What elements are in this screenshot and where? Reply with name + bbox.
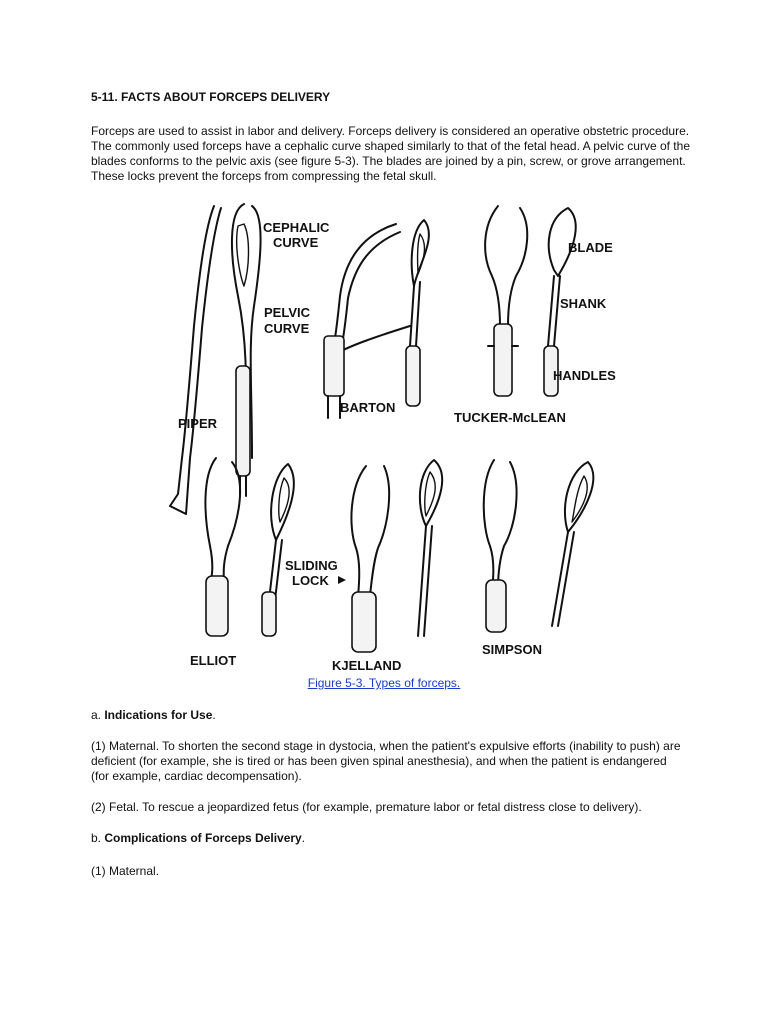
figure-caption-link[interactable]: Figure 5-3. Types of forceps. xyxy=(307,676,461,690)
kjelland-forceps-drawing xyxy=(351,460,442,652)
label-kjelland: KJELLAND xyxy=(332,658,402,673)
elliot-forceps-drawing xyxy=(205,458,293,636)
label-cephalic-2: CURVE xyxy=(273,235,319,250)
label-cephalic-1: CEPHALIC xyxy=(263,220,330,235)
simpson-forceps-drawing xyxy=(484,460,594,632)
label-handles: HANDLES xyxy=(553,368,616,383)
label-sliding: SLIDING xyxy=(285,558,338,573)
barton-forceps-drawing xyxy=(324,220,429,418)
label-simpson: SIMPSON xyxy=(482,642,542,657)
label-elliot: ELLIOT xyxy=(190,653,237,668)
item-b1-paragraph: (1) Maternal. xyxy=(91,864,160,878)
section-b-heading xyxy=(91,831,305,846)
label-shank: SHANK xyxy=(560,296,607,311)
label-pelvic-2: CURVE xyxy=(264,321,310,336)
label-pelvic-1: PELVIC xyxy=(264,305,310,320)
intro-paragraph: Forceps are used to assist in labor and delivery. Forceps delivery is considered an operative obstetric procedure. The commonly used forceps have a cephalic curve shaped similarly to that of the fetal head. A pelvic curve of the blades conforms to the pelvic axis (see figure 5-3). The blades are joined by a pin, screw, or grove arrangement. These locks prevent the forceps from compressing the fetal skull. xyxy=(91,124,690,183)
label-piper: PIPER xyxy=(178,416,218,431)
section-a-title: Indications for Use xyxy=(104,708,213,722)
piper-forceps-drawing xyxy=(170,204,261,514)
sliding-lock-arrow-icon xyxy=(338,576,346,584)
section-a-prefix: a. xyxy=(91,708,105,722)
section-a-suffix: . xyxy=(212,708,216,722)
forceps-illustration xyxy=(148,196,620,676)
item-a1-paragraph: (1) Maternal. To shorten the second stage in dystocia, when the patient's expulsive efforts (inability to push) are deficient (for example, she is tired or has been given spinal anesthesia), and when the patient is endangered (for example, cardiac decompensation). xyxy=(91,739,681,783)
label-lock: LOCK xyxy=(292,573,329,588)
section-b-suffix: . xyxy=(301,831,306,845)
section-b-title: Complications of Forceps Delivery xyxy=(104,831,302,845)
label-blade: BLADE xyxy=(568,240,613,255)
label-barton: BARTON xyxy=(340,400,396,415)
section-a-heading xyxy=(91,708,216,723)
item-a2-paragraph: (2) Fetal. To rescue a jeopardized fetus (for example, premature labor or fetal distress close to delivery). xyxy=(91,800,642,814)
label-tucker-mclean: TUCKER-McLEAN xyxy=(454,410,566,425)
section-b-prefix: b. xyxy=(91,831,105,845)
section-heading: 5-11. FACTS ABOUT FORCEPS DELIVERY xyxy=(91,90,331,104)
forceps-figure xyxy=(148,196,620,676)
